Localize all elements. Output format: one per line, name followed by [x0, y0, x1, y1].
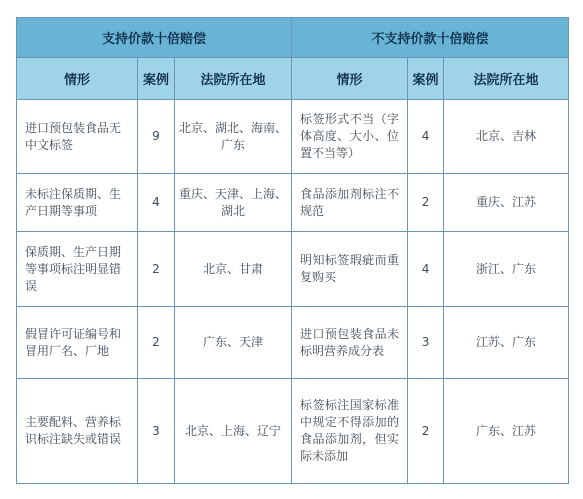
situation-cell: 假冒许可证编号和冒用厂名、厂地	[17, 307, 138, 379]
table-row	[17, 307, 569, 379]
column-header-cases: 案例	[138, 58, 175, 100]
case-count-cell: 2	[138, 232, 175, 307]
situation-cell: 标签形式不当（字体高度、大小、位置不当等）	[292, 100, 408, 174]
situation-cell: 明知标签瑕疵而重复购买	[292, 232, 408, 307]
court-location-cell: 北京、湖北、海南、广东	[175, 100, 292, 174]
court-location-cell: 江苏、广东	[444, 307, 569, 379]
situation-cell: 保质期、生产日期等事项标注明显错误	[17, 232, 138, 307]
situation-cell: 主要配料、营养标识标注缺失或错误	[17, 379, 138, 484]
column-header-cases: 案例	[408, 58, 444, 100]
situation-cell: 进口预包装食品无中文标签	[17, 100, 138, 174]
court-location-cell: 浙江、广东	[444, 232, 569, 307]
case-count-cell: 4	[138, 174, 175, 232]
situation-cell: 进口预包装食品未标明营养成分表	[292, 307, 408, 379]
court-location-cell: 广东、江苏	[444, 379, 569, 484]
situation-cell: 未标注保质期、生产日期等事项	[17, 174, 138, 232]
case-count-cell: 4	[408, 232, 444, 307]
compensation-table	[16, 17, 569, 484]
court-location-cell: 重庆、江苏	[444, 174, 569, 232]
case-count-cell: 4	[408, 100, 444, 174]
table-row	[17, 379, 569, 484]
case-count-cell: 3	[138, 379, 175, 484]
case-count-cell: 2	[408, 379, 444, 484]
situation-cell: 食品添加剂标注不规范	[292, 174, 408, 232]
court-location-cell: 北京、吉林	[444, 100, 569, 174]
column-header-situation: 情形	[17, 58, 138, 100]
case-count-cell: 2	[408, 174, 444, 232]
court-location-cell: 北京、上海、辽宁	[175, 379, 292, 484]
column-header-court-location: 法院所在地	[175, 58, 292, 100]
court-location-cell: 北京、甘肃	[175, 232, 292, 307]
table-row	[17, 174, 569, 232]
court-location-cell: 重庆、天津、上海、湖北	[175, 174, 292, 232]
court-location-cell: 广东、天津	[175, 307, 292, 379]
table-row	[17, 232, 569, 307]
group-header-no-support: 不支持价款十倍赔偿	[292, 18, 569, 58]
compensation-table-container	[16, 17, 568, 484]
situation-cell: 标签标注国家标准中规定不得添加的食品添加剂，但实际未添加	[292, 379, 408, 484]
column-header-situation: 情形	[292, 58, 408, 100]
case-count-cell: 9	[138, 100, 175, 174]
case-count-cell: 2	[138, 307, 175, 379]
table-row	[17, 100, 569, 174]
column-header-court-location: 法院所在地	[444, 58, 569, 100]
group-header-support: 支持价款十倍赔偿	[17, 18, 292, 58]
case-count-cell: 3	[408, 307, 444, 379]
